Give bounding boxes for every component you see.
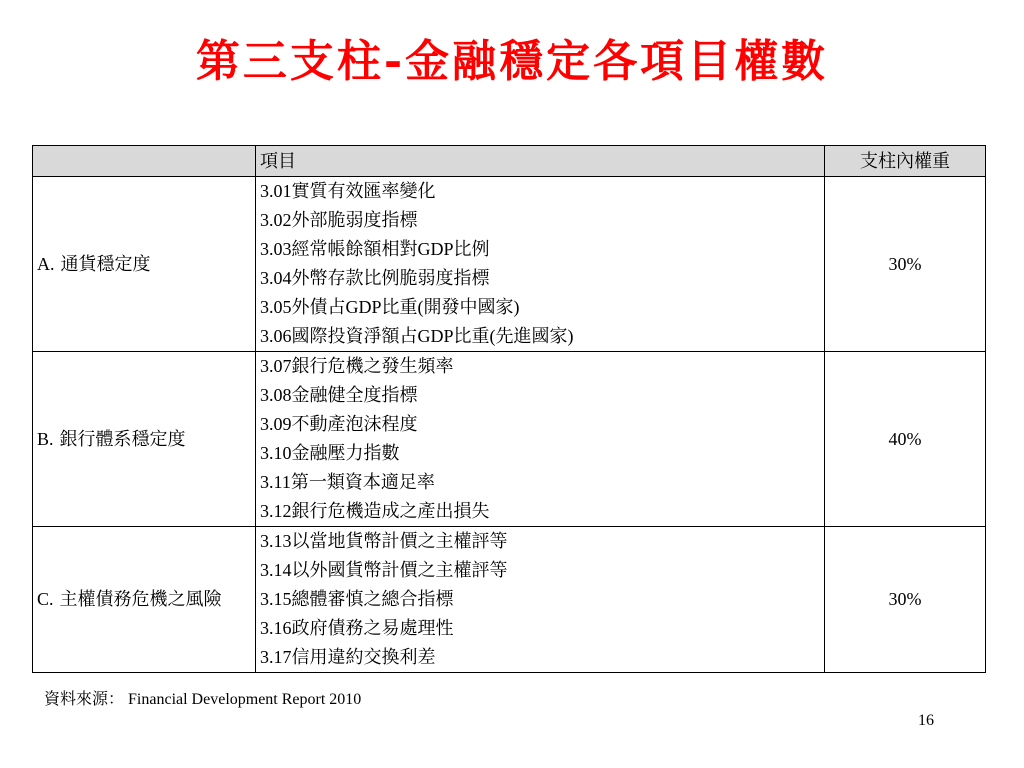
list-item: 3.01實質有效匯率變化 (260, 181, 436, 201)
list-item: 3.04外幣存款比例脆弱度指標 (260, 268, 490, 288)
weight-cell: 30% (825, 177, 986, 352)
category-cell (33, 177, 256, 352)
items-cell (256, 527, 825, 673)
list-item: 3.10金融壓力指數 (260, 443, 400, 463)
weight-cell: 30% (825, 527, 986, 673)
weights-table (32, 145, 986, 673)
list-item: 3.06國際投資淨額占GDP比重(先進國家) (260, 326, 574, 346)
source-note (44, 686, 361, 709)
list-item: 3.08金融健全度指標 (260, 385, 418, 405)
list-item: 3.09不動產泡沫程度 (260, 414, 418, 434)
list-item: 3.02外部脆弱度指標 (260, 210, 418, 230)
page-number: 16 (918, 712, 934, 729)
weight-cell: 40% (825, 352, 986, 527)
list-item: 3.13以當地貨幣計價之主權評等 (260, 531, 508, 551)
category-letter: A. (37, 253, 55, 274)
list-item: 3.14以外國貨幣計價之主權評等 (260, 560, 508, 580)
source-text: Financial Development Report 2010 (128, 691, 362, 708)
category-name: 主權債務危機之風險 (59, 589, 222, 609)
list-item: 3.12銀行危機造成之產出損失 (260, 501, 490, 521)
category-cell (33, 352, 256, 527)
table-row (33, 177, 986, 352)
items-cell (256, 177, 825, 352)
table-header-row (33, 146, 986, 177)
category-letter: C. (37, 589, 54, 609)
list-item: 3.03經常帳餘額相對GDP比例 (260, 239, 490, 259)
header-item: 項目 (256, 146, 825, 177)
table-row (33, 527, 986, 673)
list-item: 3.16政府債務之易處理性 (260, 618, 454, 638)
table-row (33, 352, 986, 527)
list-item: 3.11第一類資本適足率 (260, 472, 435, 492)
source-label: 資料來源： (44, 691, 125, 708)
category-letter: B. (37, 428, 54, 449)
list-item: 3.15總體審慎之總合指標 (260, 589, 454, 609)
header-category (33, 146, 256, 177)
list-item: 3.17信用違約交換利差 (260, 647, 436, 667)
slide-title: 第三支柱-金融穩定各項目權數 (195, 36, 829, 87)
list-item: 3.05外債占GDP比重(開發中國家) (260, 297, 520, 317)
category-name: 銀行體系穩定度 (59, 428, 186, 449)
category-name: 通貨穩定度 (60, 253, 151, 274)
list-item: 3.07銀行危機之發生頻率 (260, 356, 454, 376)
header-weight: 支柱內權重 (825, 146, 986, 177)
items-cell (256, 352, 825, 527)
category-cell (33, 527, 256, 673)
